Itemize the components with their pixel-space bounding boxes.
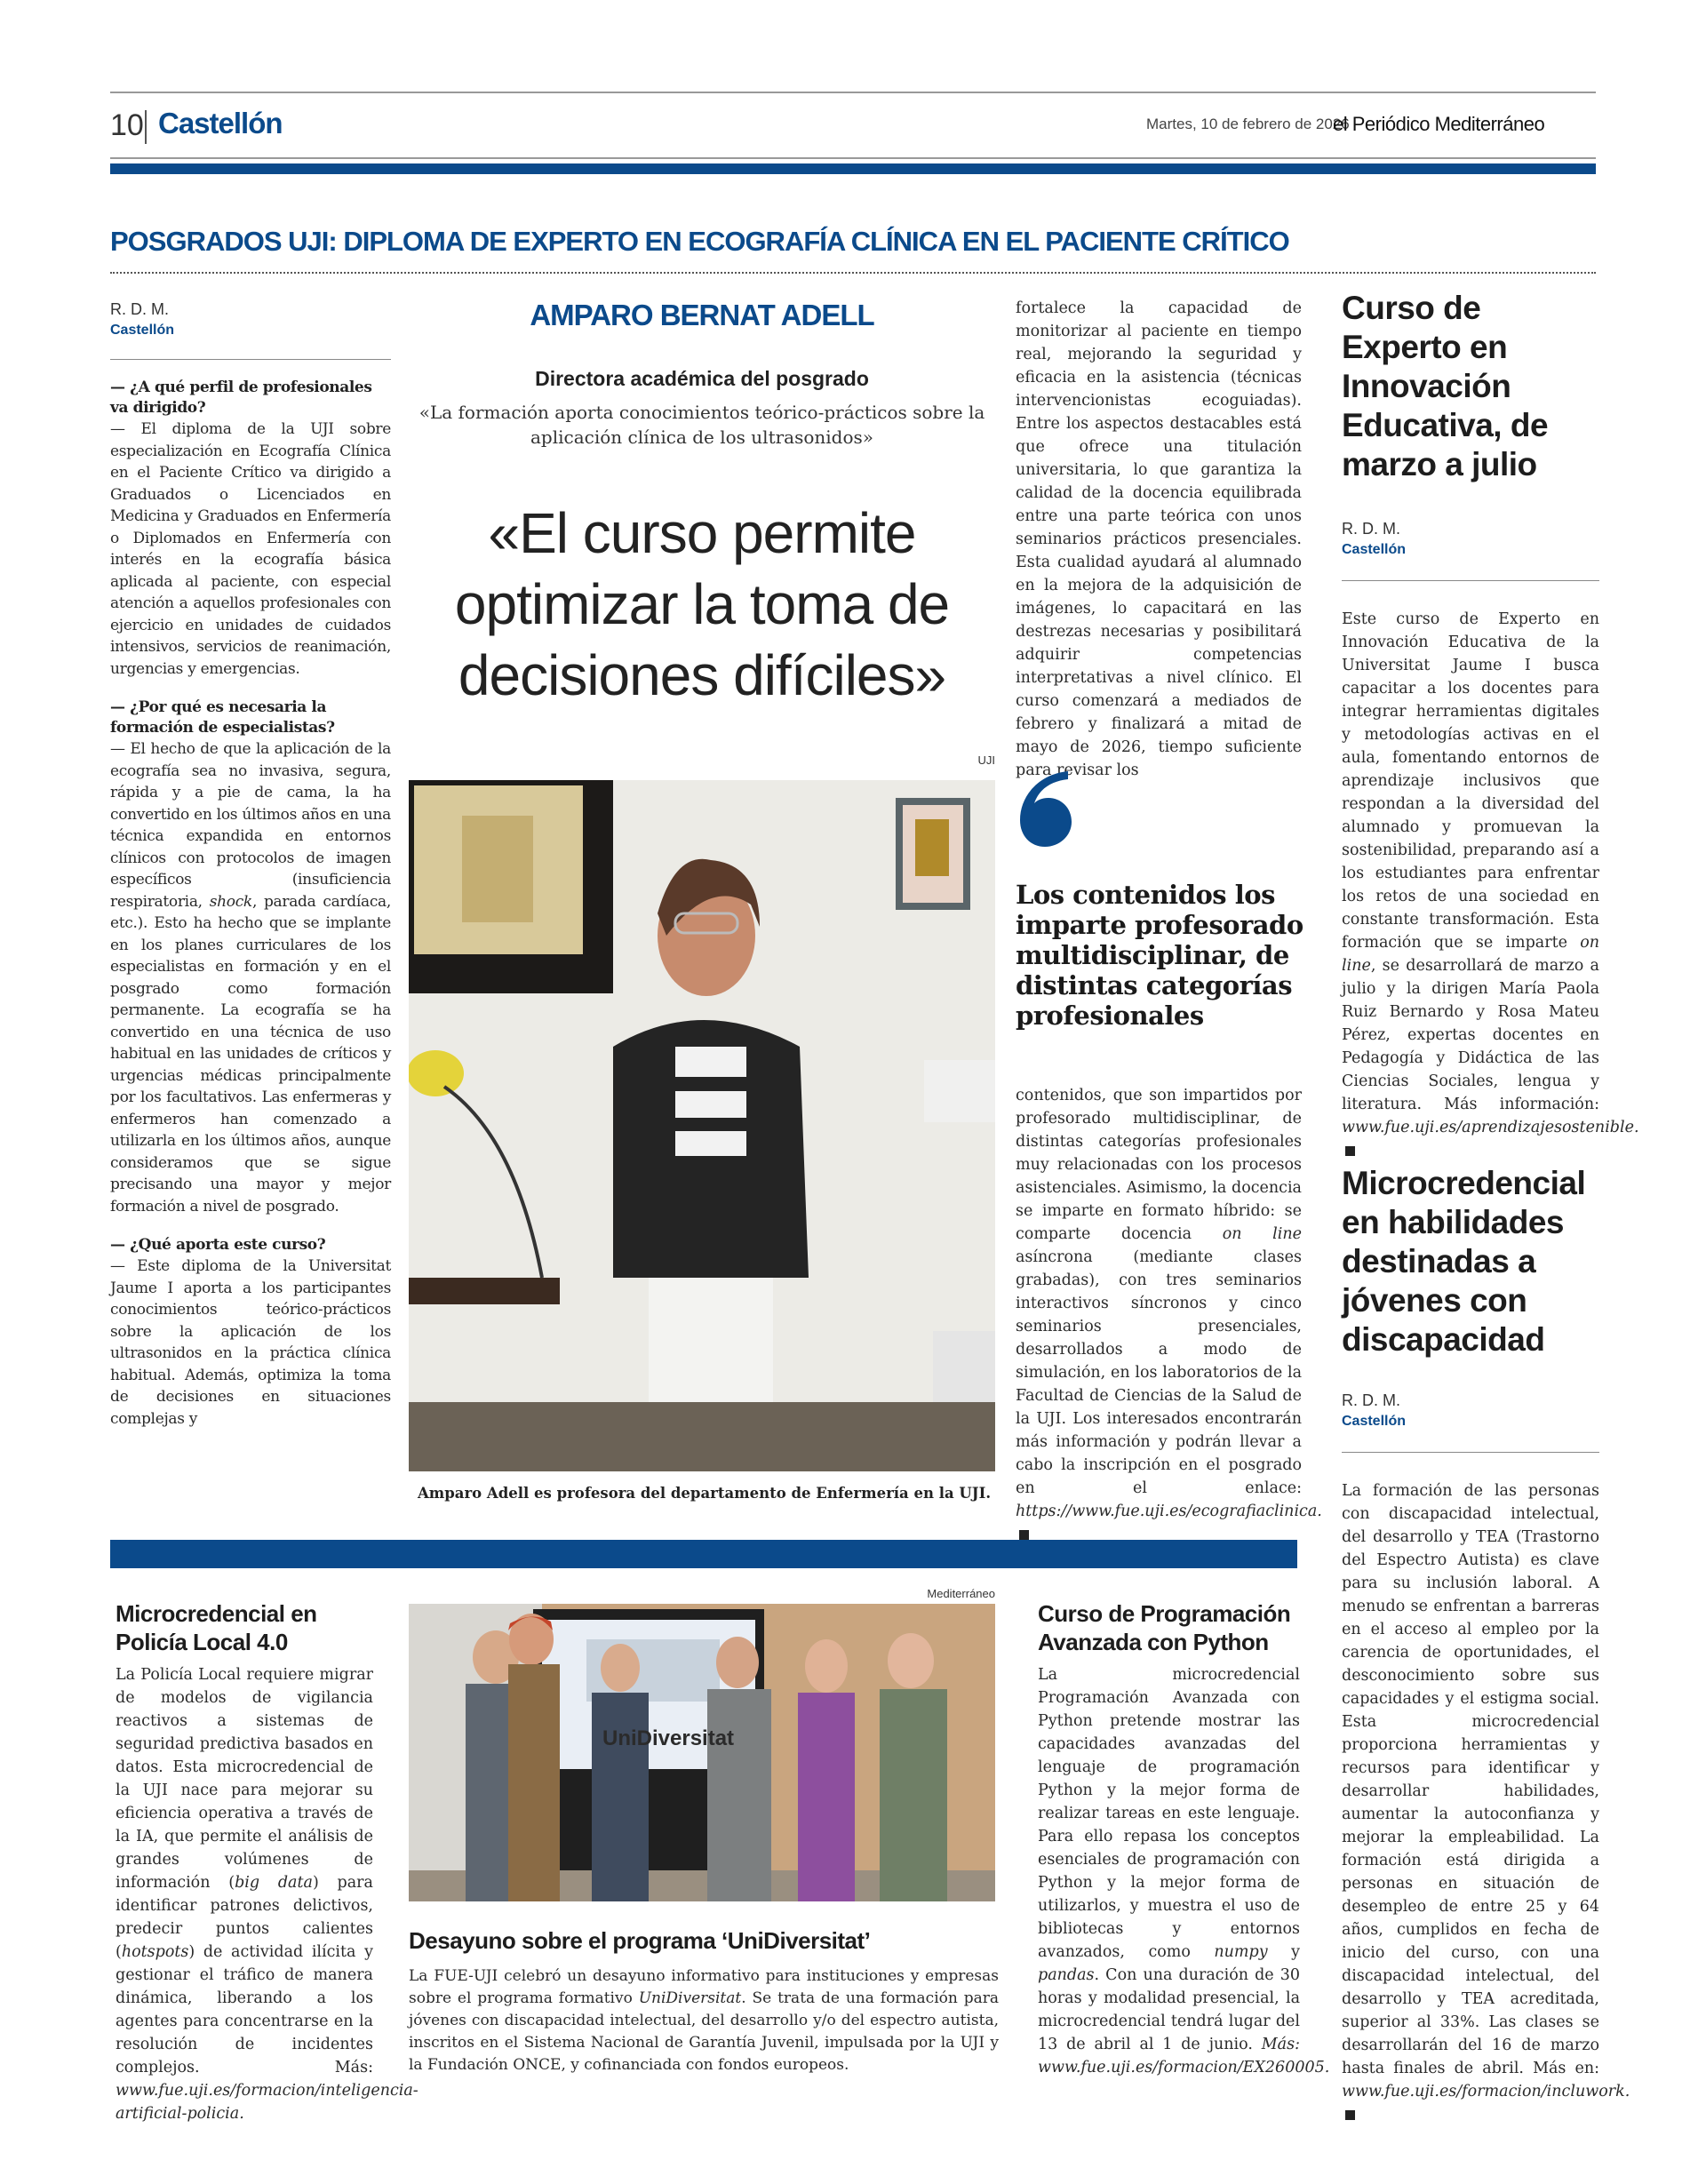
byline-author: R. D. M.: [1342, 1391, 1400, 1409]
interviewee-role: Directora académica del posgrado: [535, 367, 869, 390]
byline-city: Castellón: [110, 323, 175, 338]
end-mark-icon: [1019, 1530, 1029, 1540]
photo-credit: Mediterráneo: [927, 1587, 995, 1600]
photo-caption: Amparo Adell es profesora del departamento de Enfermería en la UJI.: [418, 1485, 992, 1502]
brief-title: Desayuno sobre el programa ‘UniDiversitat’: [409, 1927, 871, 1954]
portrait-photo-illustration: [409, 780, 995, 1471]
section-name: Castellón: [158, 107, 283, 139]
pull-quote: Los contenidos los imparte profesorado multidisciplinar, de distintas categorías profesionales: [1016, 880, 1303, 1031]
brief-python: [1038, 1599, 1330, 2079]
qa-question: — ¿A qué perfil de profesionales va dirigido?: [110, 379, 372, 417]
portrait-photo: [409, 780, 995, 1471]
sidebar-article-innovacion: [1342, 289, 1639, 1162]
main-article-continuation-bottom: contenidos, que son impartidos por profesorado multidisciplinar, de distintas categorías profesionales muy relacionadas con los procesos asistenciales. Asimismo, la docencia se imparte en formato híbrido: se comparte docencia on line asíncrona (mediante clases grabadas), con tres seminarios interactivos síncronos y cinco seminarios presenciales, desarrollados a modo de simulación, en los laboratorios de la Facultad de Ciencias de la Salud de la UJI. Los interesados encontrarán más información y podrán llevar a cabo la inscripción en el posgrado en el enlace: https://www.fue.uji.es/ecografiaclinica.: [1016, 1084, 1302, 1546]
qa-answer: — El diploma de la UJI sobre especialización en Ecografía Clínica en el Paciente Crítico va dirigido a Graduados o Licenciados en Medicina y Graduados en Enfermería o Diplomados en Enfermería con interés en la ecografía básica aplicada al paciente, con especial atención a aquellos profesionales con ejercicio en unidades de cuidados intensivos, servicios de reanimación, urgencias y emergencias.: [110, 420, 391, 678]
byline-rule: [110, 359, 391, 360]
qa-question: — ¿Qué aporta este curso?: [110, 1236, 326, 1254]
brief-link[interactable]: Más: www.fue.uji.es/formacion/EX260005.: [1038, 2036, 1330, 2076]
qa-answer: — El hecho de que la aplicación de la ecografía sea no invasiva, segura, rápida y a pie de cama, la ha convertido en los últimos años en una técnica expandida en entornos clínicos con protocolos de imagen específicos (insuficiencia respiratoria, shock, parada cardíaca, etc.). Esto ha hecho que se implante en los planes curriculares de los especialistas en formación y en el posgrado como formación permanente. La ecografía se ha convertido en una técnica de uso habitual en las unidades de críticos y urgencias médicas principalmente por los facultativos. Las enfermeras y enfermeros han comenzado a utilizarla en los últimos años, aunque consideramos que se sigue precisando una mayor y mejor formación a nivel de posgrado.: [110, 740, 391, 1216]
sidebar-link[interactable]: www.fue.uji.es/formacion/incluwork.: [1342, 2083, 1630, 2100]
byline: [1342, 518, 1599, 561]
end-mark-icon: [1345, 2110, 1355, 2120]
headline-quote: «El curso permite optimizar la toma de decisiones difíciles»: [454, 501, 950, 707]
qa-answer: — Este diploma de la Universitat Jaume I aporta a los participantes conocimientos teórico-prácticos sobre la aplicación de los ultrasonidos en la práctica clínica habitual. Además, optimiza la toma de decisiones en situaciones complejas y: [110, 1257, 391, 1428]
qa-question: — ¿Por qué es necesaria la formación de especialistas?: [110, 698, 335, 737]
byline: [110, 299, 391, 341]
kicker-dotted-rule: [110, 272, 1596, 274]
byline-author: R. D. M.: [110, 300, 169, 318]
sidebar-title: Microcredencial en habilidades destinadas a jóvenes con discapacidad: [1342, 1165, 1586, 1358]
brief-link[interactable]: www.fue.uji.es/formacion/inteligencia-artificial-policia.: [116, 2082, 419, 2123]
brief-title: Curso de Programación Avanzada con Python: [1038, 1600, 1291, 1655]
photo-credit: UJI: [977, 753, 995, 767]
brief-title: Microcredencial en Policía Local 4.0: [116, 1600, 317, 1655]
sidebar-link[interactable]: www.fue.uji.es/aprendizajesostenible.: [1342, 1119, 1639, 1136]
main-article-continuation-top: fortalece la capacidad de monitorizar al paciente en tiempo real, mejorando la seguridad y eficacia en la asistencia (técnicas intervencionistas ecoguiadas). Entre los aspectos destacables está que ofrece una titulación universitaria, lo que garantiza la calidad de la docencia equilibrada entre una parte teórica con unos seminarios prácticos presenciales. Esta cualidad ayudará al alumnado en la mejora de la adquisición de imágenes, lo capacitará en las destrezas necesarias y posibilitará adquirir competencias interpretativas a nivel clínico. El curso comenzará a mediados de febrero y finalizará a mitad de mayo de 2026, tiempo suficiente para revisar los: [1016, 299, 1302, 779]
byline-author: R. D. M.: [1342, 520, 1400, 538]
header-rule: [110, 157, 1596, 159]
brief-body: La FUE-UJI celebró un desayuno informativo para instituciones y empresas sobre el programa formativo UniDiversitat. Se trata de una formación para jóvenes con discapacidad intelectual, del desarrollo y/o del espectro autista, inscritos en el Sistema Nacional de Garantía Juvenil, impulsada por la UJI y la Fundación ONCE, y cofinanciada con fondos europeos.: [409, 1967, 999, 2074]
sidebar-article-microcredencial: [1342, 1164, 1630, 2126]
byline: [1342, 1390, 1599, 1432]
byline-city: Castellón: [1342, 1414, 1407, 1429]
end-mark-icon: [1345, 1146, 1355, 1156]
sidebar-body: Este curso de Experto en Innovación Educativa de la Universitat Jaume I busca capacitar a los docentes para integrar herramientas digitales y metodologías activas en el aula, fomentando entornos de aprendizaje inclusivos que respondan a la diversidad del alumnado y promuevan la sostenibilidad, preparando así a los estudiantes para enfrentar los retos de una sociedad en constante transformación. Esta formación que se imparte on line, se desarrollará de marzo a julio y la dirigen María Paola Ruiz Bernardo y Rosa Mateu Pérez, expertas docentes en Pedagogía y Didáctica de las Ciencias Sociales, lengua y literatura. Más información: www.fue.uji.es/aprendizajesostenible.: [1342, 608, 1599, 1162]
issue-date: Martes, 10 de febrero de 2026: [1146, 116, 1350, 132]
brief-body: La Policía Local requiere migrar de modelos de vigilancia reactivos a sistemas de seguridad predictiva basados en datos. Esta microcredencial de la UJI nace para mejorar su eficiencia operativa a través de la IA, que permite el análisis de grandes volúmenes de información (big data) para identificar patrones delictivos, predecir puntos calientes (hotspots) de actividad ilícita y gestionar el tráfico de manera dinámica, liberando a los agentes para concentrarse en la resolución de incidentes complejos. Más: www.fue.uji.es/formacion/inteligencia-artificial-policia.: [116, 1666, 419, 2123]
header-bar: [110, 163, 1596, 174]
sidebar-title: Curso de Experto en Innovación Educativa, de marzo a julio: [1342, 290, 1549, 482]
subheadline-quote: «La formación aporta conocimientos teórico-prácticos sobre la aplicación clínica de los ultrasonidos»: [419, 402, 985, 448]
bottom-section-bar: [110, 1540, 1297, 1568]
byline-city: Castellón: [1342, 542, 1407, 557]
group-photo-illustration: [409, 1604, 995, 1901]
brief-policia: [116, 1599, 419, 2125]
article-link[interactable]: https://www.fue.uji.es/ecografiaclinica.: [1016, 1502, 1322, 1520]
interviewee-name: AMPARO BERNAT ADELL: [530, 299, 874, 331]
byline-rule: [1342, 1452, 1599, 1453]
sidebar-body: La formación de las personas con discapacidad intelectual, del desarrollo y TEA (Trastorno del Espectro Autista) es clave para su inclusión laboral. A menudo se enfrentan a barreras en el acceso al empleo por la carencia de oportunidades, el desconocimiento sobre sus capacidades y el estigma social. Esta microcredencial proporciona herramientas y recursos para identificar y desarrollar habilidades, aumentar la autoconfianza y mejorar la empleabilidad. La formación está dirigida a personas en situación de desempleo de entre 25 y 64 años, cumplidos en fecha de inicio del curso, con una discapacidad intelectual, del desarrollo y TEA acreditada, superior al 33%. Las clases se desarrollarán del 16 de marzo hasta finales de abril. Más en: www.fue.uji.es/formacion/incluwork.: [1342, 1479, 1599, 2126]
top-rule: [110, 92, 1596, 93]
publication-name: el Periódico Mediterráneo: [1333, 113, 1545, 135]
page-number: 10: [110, 108, 144, 142]
screen-text: UniDiversitat: [602, 1726, 735, 1750]
quote-mark-icon: [1013, 769, 1080, 849]
qa-item: [110, 378, 391, 680]
header-separator: [145, 110, 147, 144]
page-kicker: POSGRADOS UJI: DIPLOMA DE EXPERTO EN ECOGRAFÍA CLÍNICA EN EL PACIENTE CRÍTICO: [110, 226, 1289, 257]
byline-rule: [1342, 580, 1599, 581]
qa-item: [110, 1235, 391, 1430]
qa-item: [110, 697, 391, 1217]
group-photo: [409, 1604, 995, 1901]
main-article-left-column: [110, 299, 391, 1430]
brief-body: La microcredencial Programación Avanzada con Python pretende mostrar las capacidades avanzadas del lenguaje de programación Python y la mejor forma de realizar tareas en este lenguaje. Para ello repasa los conceptos esenciales de programación con Python y la mejor forma de utilizarlos, y muestra el uso de bibliotecas y entornos avanzados, como numpy y pandas. Con una duración de 30 horas y modalidad presencial, la microcredencial tendrá lugar del 13 de abril al 1 de junio. Más: www.fue.uji.es/formacion/EX260005.: [1038, 1666, 1330, 2076]
